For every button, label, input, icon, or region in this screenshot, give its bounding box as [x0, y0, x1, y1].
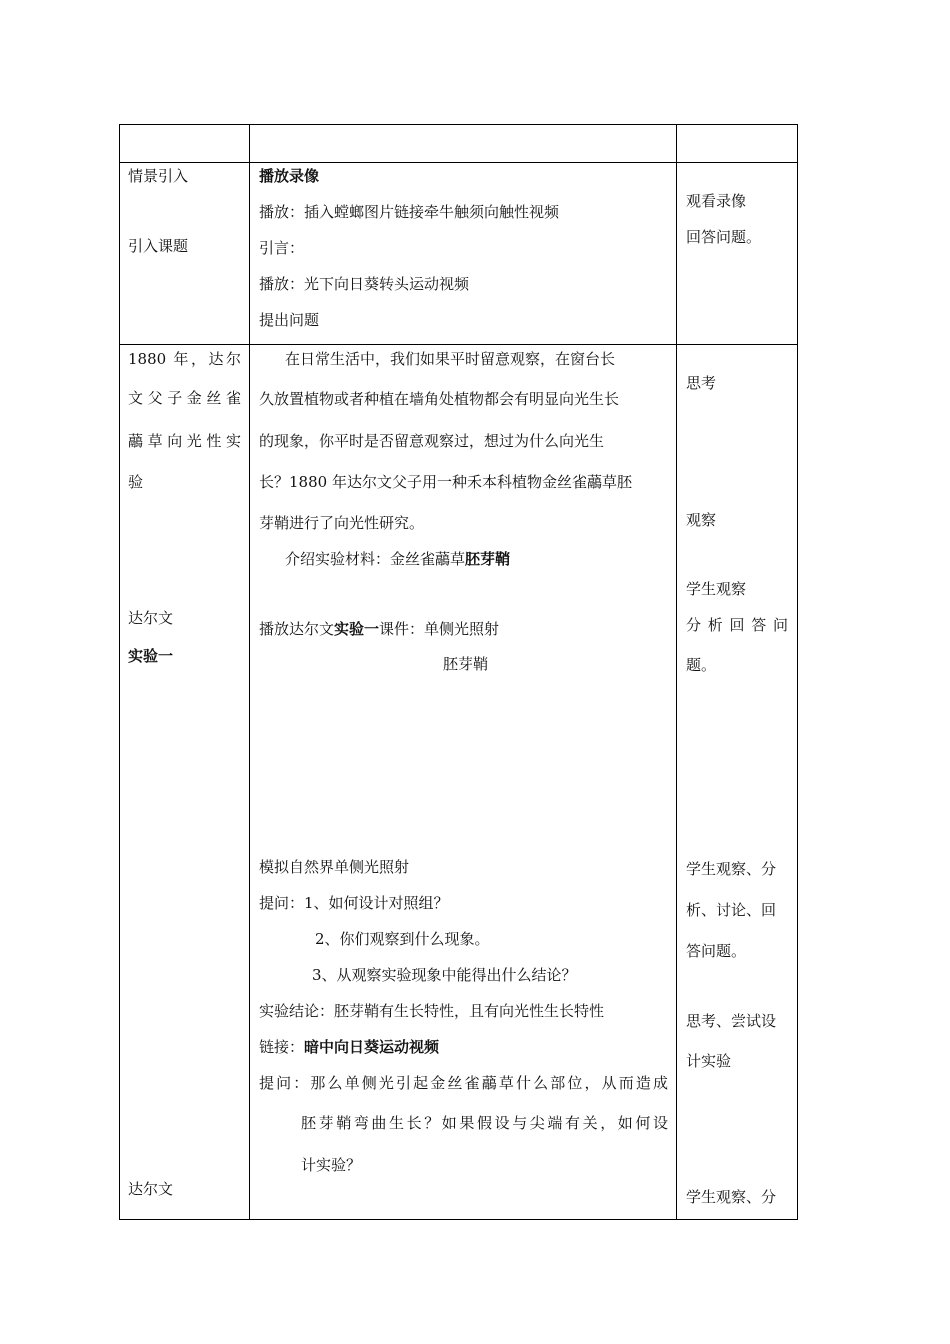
coleoptile-item: 胚芽鞘 [443, 655, 489, 673]
topic-intro-label: 引入课题 [128, 237, 189, 255]
ask-line: 计实验？ [301, 1156, 362, 1174]
question-2: 2、你们观察到什么现象。 [315, 930, 490, 948]
student-discussion-line: 答问题。 [686, 942, 747, 960]
row-divider-1 [119, 162, 798, 163]
intro-line: 播放：光下向日葵转头运动视频 [259, 275, 470, 293]
link-prefix: 链接： [259, 1038, 305, 1056]
student-discussion-line: 学生观察、分 [686, 860, 777, 878]
student-observe-last: 学生观察、分 [686, 1188, 777, 1206]
student-activity-line: 分析回答问 [686, 616, 788, 634]
play-courseware [259, 620, 499, 638]
play-video-heading: 播放录像 [259, 167, 320, 185]
experiment-title-line: 1880 年，达尔 [128, 350, 241, 368]
play-text: 播放达尔文 [259, 620, 335, 638]
table-border-top [119, 124, 798, 125]
material-intro [285, 550, 510, 568]
material-bold: 胚芽鞘 [465, 550, 511, 568]
darwin-label: 达尔文 [128, 609, 174, 627]
experiment-title-line: 虉草向光性实 [128, 432, 241, 450]
experiment-one-label: 实验一 [128, 647, 174, 665]
ask-line: 提问：那么单侧光引起金丝雀虉草什么部位，从而造成 [259, 1074, 668, 1092]
row-divider-2 [119, 344, 798, 345]
experiment-conclusion: 实验结论：胚芽鞘有生长特性，且有向光性生长特性 [259, 1002, 605, 1020]
scenario-intro-label: 情景引入 [128, 167, 189, 185]
intro-line: 提出问题 [259, 311, 320, 329]
paragraph-line: 长？1880 年达尔文父子用一种禾本科植物金丝雀虉草胚 [259, 473, 632, 491]
simulate-light-text: 模拟自然界单侧光照射 [259, 858, 410, 876]
design-line: 计实验 [686, 1052, 732, 1070]
student-activity-line: 题。 [686, 656, 717, 674]
observe-text: 观察 [686, 511, 717, 529]
think-text: 思考 [686, 374, 717, 392]
sunflower-dark-video-link[interactable]: 暗中向日葵运动视频 [304, 1038, 440, 1056]
intro-line: 播放：插入螳螂图片链接牵牛触须向触性视频 [259, 203, 560, 221]
material-text: 介绍实验材料：金丝雀虉草 [285, 550, 466, 568]
paragraph-line: 的现象，你平时是否留意观察过，想过为什么向光生 [259, 432, 605, 450]
paragraph-line: 久放置植物或者种植在墙角处植物都会有明显向光生长 [259, 390, 620, 408]
experiment-title-line: 文父子金丝雀 [128, 389, 241, 407]
play-experiment-bold: 实验一 [334, 620, 380, 638]
question-3: 3、从观察实验现象中能得出什么结论？ [312, 966, 577, 984]
design-line: 思考、尝试设 [686, 1012, 777, 1030]
darwin-label-bottom: 达尔文 [128, 1180, 174, 1198]
table-border-bottom [119, 1219, 798, 1220]
table-divider-2 [676, 124, 677, 1220]
table-border-left [119, 124, 120, 1220]
table-border-right [797, 124, 798, 1220]
intro-line: 引言： [259, 239, 305, 257]
answer-questions-text: 回答问题。 [686, 228, 762, 246]
ask-line: 胚芽鞘弯曲生长？如果假设与尖端有关，如何设 [301, 1114, 668, 1132]
link-line [259, 1038, 439, 1056]
experiment-title-line: 验 [128, 473, 144, 491]
play-suffix: 课件：单侧光照射 [379, 620, 500, 638]
watch-video-text: 观看录像 [686, 192, 747, 210]
paragraph-line: 在日常生活中，我们如果平时留意观察，在窗台长 [285, 350, 616, 368]
question-1: 提问：1、如何设计对照组？ [259, 894, 449, 912]
paragraph-line: 芽鞘进行了向光性研究。 [259, 514, 425, 532]
table-divider-1 [249, 124, 250, 1220]
student-activity-line: 学生观察 [686, 580, 747, 598]
student-discussion-line: 析、讨论、回 [686, 901, 777, 919]
